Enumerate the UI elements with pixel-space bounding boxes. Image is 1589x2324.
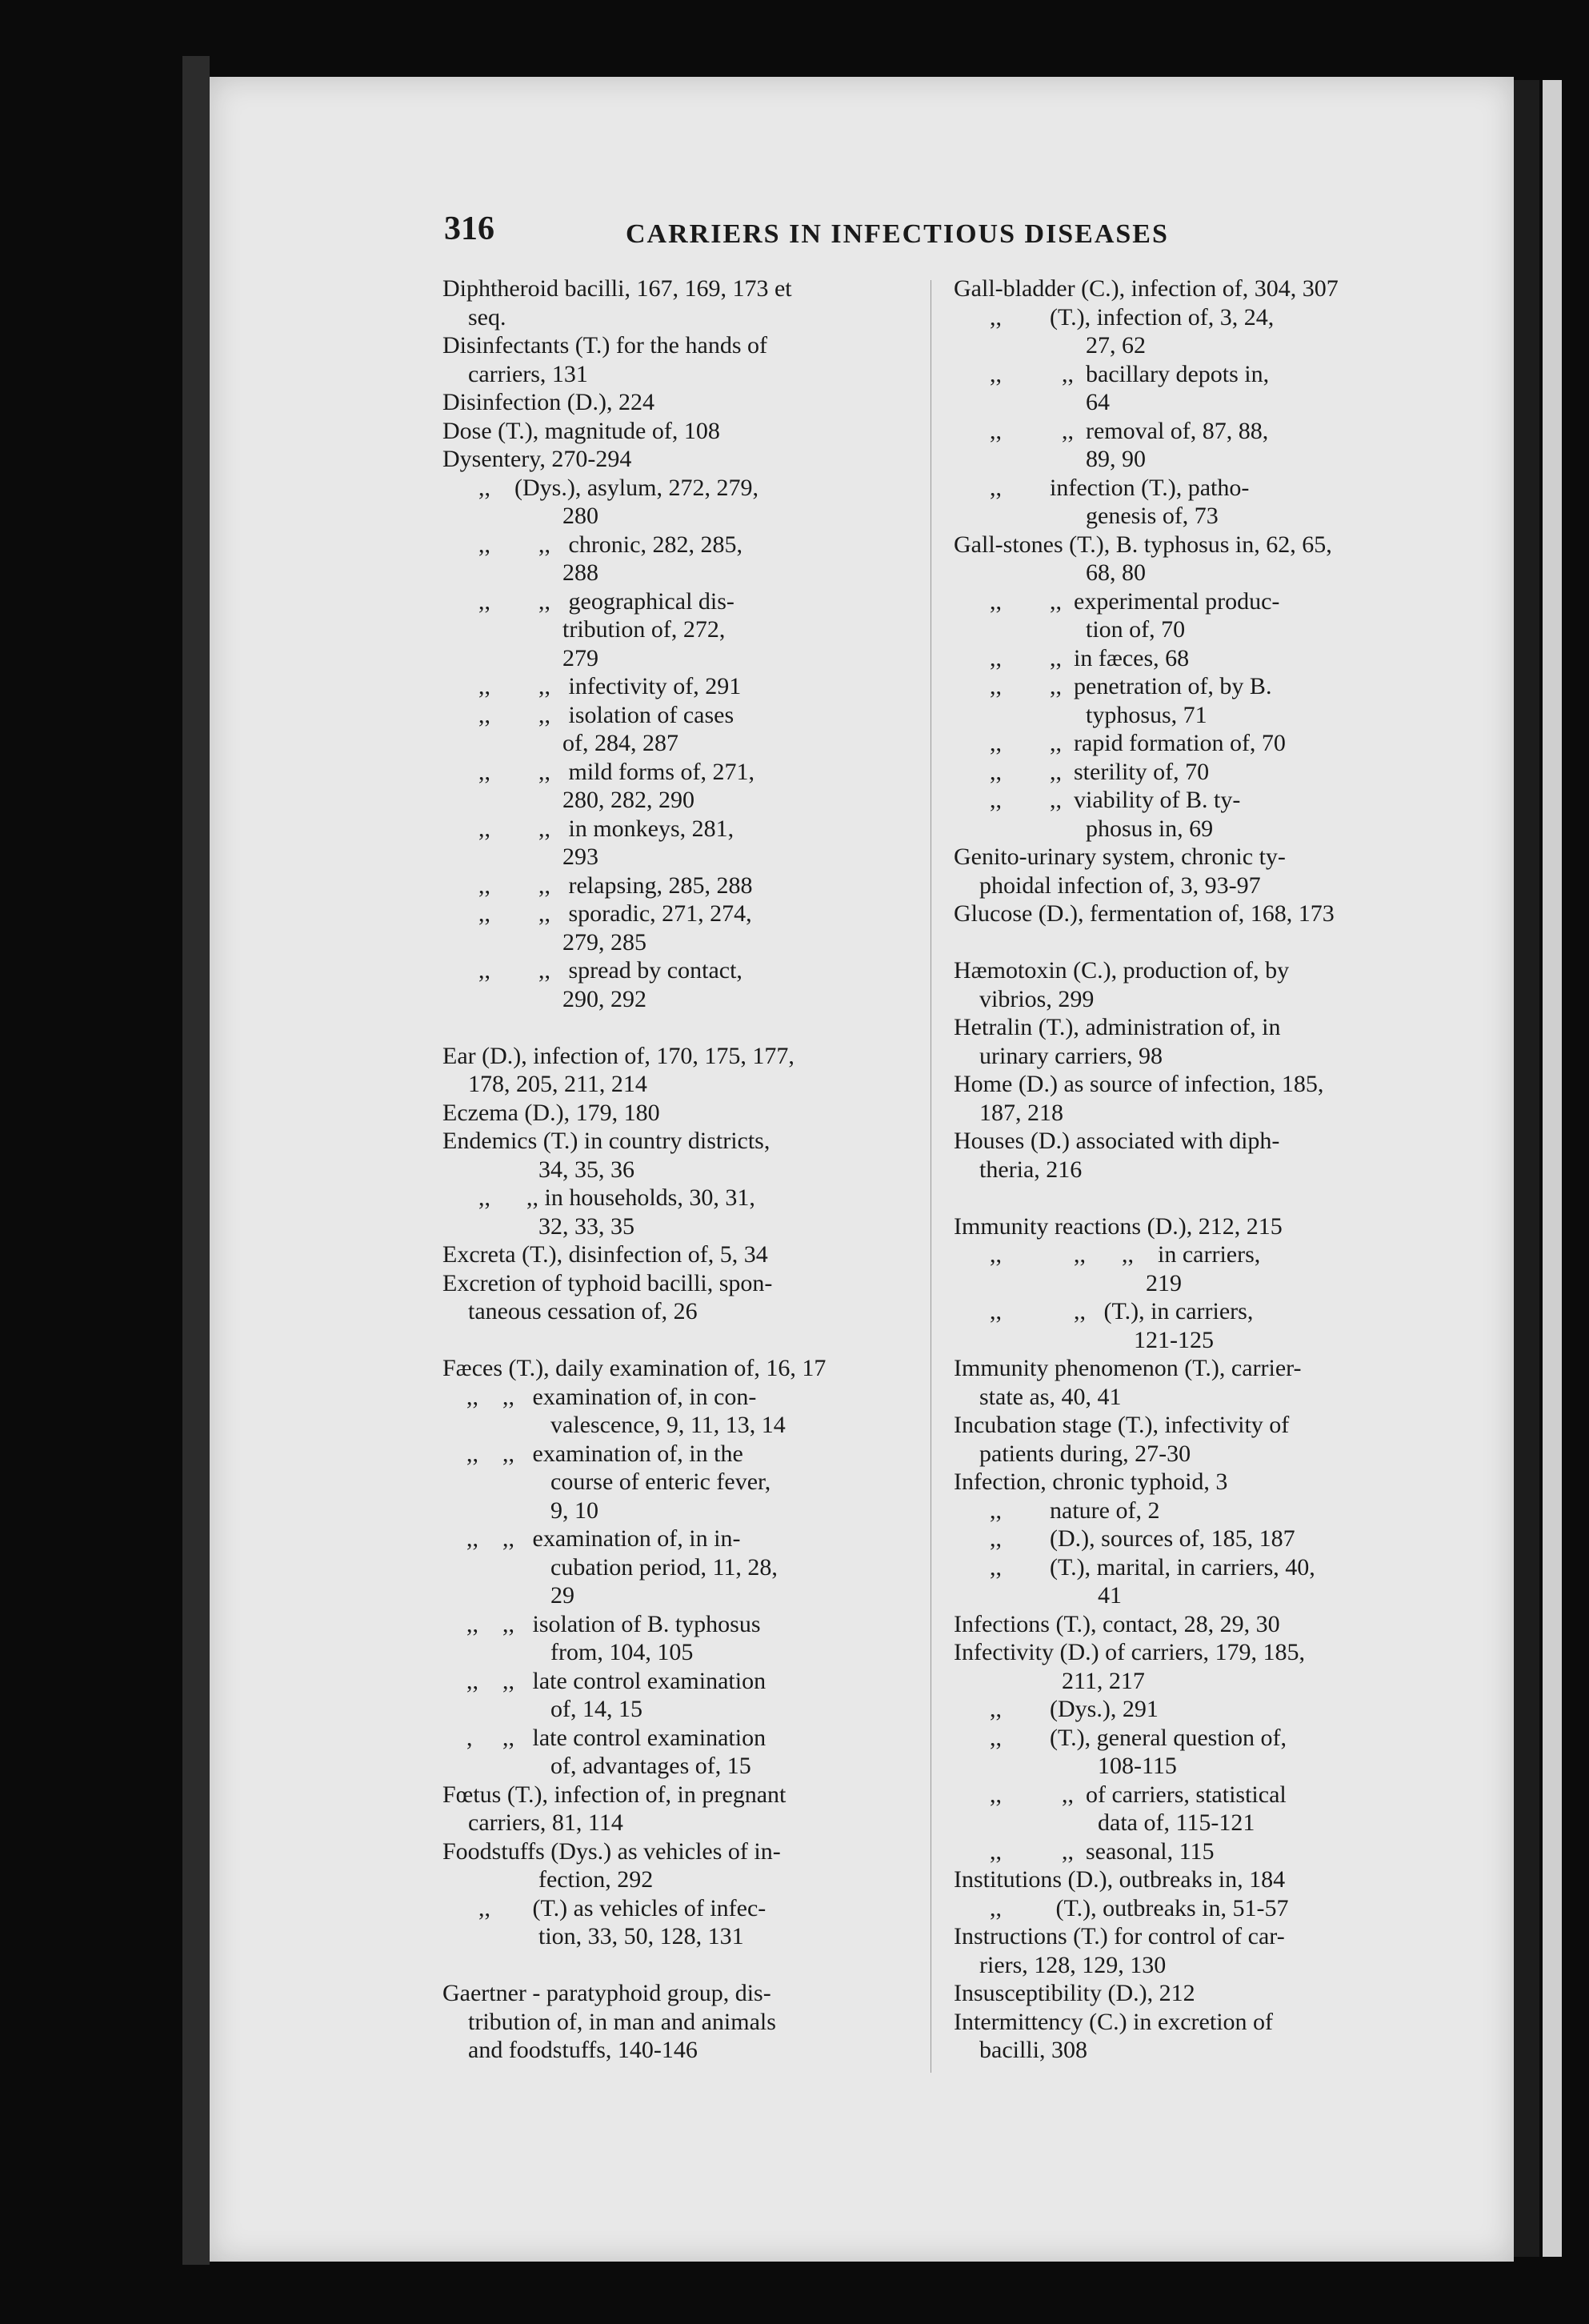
index-entry-line: 27, 62 bbox=[954, 332, 1146, 359]
index-entry-line: urinary carriers, 98 bbox=[979, 1042, 1163, 1069]
index-entry-line: ,, ,, sterility of, 70 bbox=[954, 758, 1210, 785]
index-entry-line: of, 284, 287 bbox=[442, 730, 678, 756]
next-page-edge bbox=[1543, 80, 1562, 2257]
index-entry-line: ,, ,, in monkeys, 281, bbox=[442, 815, 734, 842]
index-entry-line: tribution of, 272, bbox=[442, 616, 726, 643]
index-entry-line: 178, 205, 211, 214 bbox=[468, 1071, 647, 1097]
index-entry-line: Excreta (T.), disinfection of, 5, 34 bbox=[442, 1241, 768, 1268]
entry-spacer bbox=[442, 1013, 923, 1042]
index-entry-line: 187, 218 bbox=[979, 1099, 1063, 1126]
index-entry-line: ,, ,, isolation of B. typhosus bbox=[442, 1610, 761, 1637]
index-entry-line: ,, ,, of carriers, statistical bbox=[954, 1781, 1287, 1808]
index-entry-line: 29 bbox=[442, 1582, 574, 1609]
index-entry-line: Instructions (T.) for control of car- bbox=[954, 1923, 1285, 1949]
index-entry-line: Hetralin (T.), administration of, in bbox=[954, 1014, 1281, 1040]
index-entry-line: ,, ,, infectivity of, 291 bbox=[442, 673, 742, 699]
index-entry-line: ,, ,, experimental produc- bbox=[954, 587, 1280, 615]
index-entry-line: course of enteric fever, bbox=[442, 1469, 771, 1495]
index-entry-line: Gaertner - paratyphoid group, dis- bbox=[442, 1980, 771, 2006]
index-entry-line: Disinfection (D.), 224 bbox=[442, 389, 654, 415]
index-entry-line: Houses (D.) associated with diph- bbox=[954, 1128, 1280, 1154]
index-entry-line: Infection, chronic typhoid, 3 bbox=[954, 1469, 1228, 1495]
index-entry-line: and foodstuffs, 140-146 bbox=[468, 2037, 698, 2063]
index-entry-line: tribution of, in man and animals bbox=[468, 2008, 776, 2035]
index-entry-line: seq. bbox=[468, 303, 506, 331]
index-entry-line: 121-125 bbox=[954, 1326, 1214, 1353]
index-entry-line: Hæmotoxin (C.), production of, by bbox=[954, 957, 1290, 984]
index-entry-line: Insusceptibility (D.), 212 bbox=[954, 1980, 1195, 2006]
index-entry-line: 32, 33, 35 bbox=[442, 1212, 634, 1240]
index-entry-line: ,, ,, examination of, in con- bbox=[442, 1383, 757, 1410]
index-entry-line: 9, 10 bbox=[442, 1497, 598, 1524]
index-entry-line: carriers, 81, 114 bbox=[468, 1809, 623, 1836]
index-entry-line: typhosus, 71 bbox=[954, 701, 1207, 728]
index-entry-line: Gall-bladder (C.), infection of, 304, 307 bbox=[954, 275, 1339, 302]
entry-spacer bbox=[954, 1184, 1434, 1212]
index-entry-line: Home (D.) as source of infection, 185, bbox=[954, 1071, 1324, 1097]
index-entry-line: cubation period, 11, 28, bbox=[442, 1553, 778, 1581]
index-entry-line: ,, (Dys.), 291 bbox=[954, 1696, 1159, 1722]
index-entry-line: Foodstuffs (Dys.) as vehicles of in- bbox=[442, 1837, 781, 1865]
index-entry-line: 68, 80 bbox=[954, 559, 1146, 586]
index-entry-line: ,, ,, in fæces, 68 bbox=[954, 644, 1190, 671]
index-entry-line: ,, (T.), outbreaks in, 51-57 bbox=[954, 1894, 1289, 1921]
index-entry-line: phoidal infection of, 3, 93-97 bbox=[979, 872, 1261, 899]
index-entry-line: ,, ,, chronic, 282, 285, bbox=[442, 531, 742, 558]
index-column-left bbox=[442, 274, 923, 2065]
index-entry-line: of, advantages of, 15 bbox=[442, 1753, 751, 1779]
index-entry-line: theria, 216 bbox=[979, 1156, 1083, 1183]
index-entry-line: 290, 292 bbox=[442, 985, 646, 1012]
index-entry-line: ,, ,, ,, in carriers, bbox=[954, 1241, 1261, 1268]
index-entry-line: Infectivity (D.) of carriers, 179, 185, bbox=[954, 1639, 1306, 1665]
index-entry-line: Institutions (D.), outbreaks in, 184 bbox=[954, 1866, 1286, 1893]
index-entry-line: ,, (T.), marital, in carriers, 40, bbox=[954, 1553, 1315, 1581]
index-entry-line: ,, (T.) as vehicles of infec- bbox=[442, 1894, 766, 1921]
index-entry-line: 288 bbox=[442, 559, 598, 586]
index-entry-line: data of, 115-121 bbox=[954, 1809, 1255, 1836]
index-entry-line: Infections (T.), contact, 28, 29, 30 bbox=[954, 1610, 1280, 1637]
index-entry-line: Genito-urinary system, chronic ty- bbox=[954, 843, 1286, 870]
index-entry-line: ,, ,, in households, 30, 31, bbox=[442, 1184, 755, 1211]
index-entry-line: taneous cessation of, 26 bbox=[468, 1298, 698, 1324]
index-entry-line: tion, 33, 50, 128, 131 bbox=[442, 1923, 744, 1949]
index-entry-line: 279 bbox=[442, 644, 598, 671]
index-entry-line: ,, ,, relapsing, 285, 288 bbox=[442, 872, 753, 899]
index-entry-line: patients during, 27-30 bbox=[979, 1440, 1191, 1467]
index-entry-line: 34, 35, 36 bbox=[442, 1156, 634, 1183]
index-entry-line: Disinfectants (T.) for the hands of bbox=[442, 332, 767, 359]
index-entry-line: ,, ,, isolation of cases bbox=[442, 701, 734, 728]
index-entry-line: valescence, 9, 11, 13, 14 bbox=[442, 1412, 786, 1438]
index-entry-line: Immunity phenomenon (T.), carrier- bbox=[954, 1355, 1302, 1381]
index-entry-line: ,, (D.), sources of, 185, 187 bbox=[954, 1525, 1295, 1552]
index-entry-line: Excretion of typhoid bacilli, spon- bbox=[442, 1269, 773, 1296]
index-entry-line: ,, ,, examination of, in in- bbox=[442, 1525, 741, 1552]
index-entry-line: ,, ,, viability of B. ty- bbox=[954, 787, 1241, 813]
index-entry-line: Immunity reactions (D.), 212, 215 bbox=[954, 1212, 1283, 1240]
index-entry-line: ,, ,, removal of, 87, 88, bbox=[954, 417, 1269, 444]
index-entry-line: fection, 292 bbox=[442, 1866, 654, 1893]
index-entry-line: 280 bbox=[442, 503, 598, 529]
index-entry-line: of, 14, 15 bbox=[442, 1696, 642, 1722]
entry-spacer bbox=[442, 1326, 923, 1355]
index-entry-line: ,, ,, spread by contact, bbox=[442, 957, 742, 984]
index-entry-line: Dysentery, 270-294 bbox=[442, 446, 632, 472]
index-entry-line: ,, (T.), infection of, 3, 24, bbox=[954, 303, 1275, 331]
index-entry-line: Intermittency (C.) in excretion of bbox=[954, 2008, 1274, 2035]
running-title: CARRIERS IN INFECTIOUS DISEASES bbox=[626, 219, 1169, 249]
index-entry-line: ,, ,, sporadic, 271, 274, bbox=[442, 900, 752, 927]
index-entry-line: ,, ,, seasonal, 115 bbox=[954, 1837, 1215, 1865]
index-entry-line: 280, 282, 290 bbox=[442, 787, 694, 813]
index-entry-line: 89, 90 bbox=[954, 446, 1146, 472]
index-entry-line: ,, ,, geographical dis- bbox=[442, 587, 734, 615]
entry-spacer bbox=[442, 1951, 923, 1980]
index-entry-line: 219 bbox=[954, 1269, 1182, 1296]
index-entry-line: 41 bbox=[954, 1582, 1122, 1609]
index-entry-line: vibrios, 299 bbox=[979, 985, 1095, 1012]
index-entry-line: from, 104, 105 bbox=[442, 1639, 694, 1665]
index-entry-line: 293 bbox=[442, 843, 598, 870]
index-entry-line: genesis of, 73 bbox=[954, 503, 1219, 529]
index-entry-line: ,, ,, late control examination bbox=[442, 1667, 766, 1694]
index-entry-line: state as, 40, 41 bbox=[979, 1383, 1122, 1410]
index-entry-line: Eczema (D.), 179, 180 bbox=[442, 1099, 660, 1126]
index-entry-line: Diphtheroid bacilli, 167, 169, 173 et bbox=[442, 275, 792, 302]
index-entry-line: carriers, 131 bbox=[468, 360, 588, 387]
book-spine-left bbox=[182, 56, 210, 2265]
index-entry-line: ,, ,, bacillary depots in, bbox=[954, 360, 1270, 387]
book-edge-right bbox=[1514, 80, 1539, 2257]
index-entry-line: Dose (T.), magnitude of, 108 bbox=[442, 417, 720, 444]
index-entry-line: ,, ,, examination of, in the bbox=[442, 1440, 743, 1467]
index-entry-line: ,, (T.), general question of, bbox=[954, 1724, 1287, 1751]
index-column-right bbox=[954, 274, 1434, 2065]
index-entry-line: ,, ,, mild forms of, 271, bbox=[442, 758, 754, 785]
index-entry-line: ,, ,, penetration of, by B. bbox=[954, 673, 1272, 699]
index-entry-line: Endemics (T.) in country districts, bbox=[442, 1128, 770, 1154]
index-entry-line: Incubation stage (T.), infectivity of bbox=[954, 1412, 1290, 1438]
index-entry-line: riers, 128, 129, 130 bbox=[979, 1951, 1167, 1978]
index-entry-line: ,, nature of, 2 bbox=[954, 1497, 1160, 1524]
index-entry-line: tion of, 70 bbox=[954, 616, 1186, 643]
index-entry-line: Ear (D.), infection of, 170, 175, 177, bbox=[442, 1042, 794, 1069]
index-entry-line: 64 bbox=[954, 389, 1110, 415]
index-entry-line: ,, ,, (T.), in carriers, bbox=[954, 1298, 1254, 1324]
index-entry-line: , ,, late control examination bbox=[442, 1724, 766, 1751]
index-entry-line: ,, (Dys.), asylum, 272, 279, bbox=[442, 474, 758, 501]
index-entry-line: 211, 217 bbox=[954, 1667, 1145, 1694]
index-entry-line: Gall-stones (T.), B. typhosus in, 62, 65, bbox=[954, 531, 1332, 558]
index-entry-line: 279, 285 bbox=[442, 928, 646, 956]
index-entry-line: phosus in, 69 bbox=[954, 815, 1214, 842]
index-entry-line: ,, ,, rapid formation of, 70 bbox=[954, 730, 1286, 756]
entry-spacer bbox=[954, 928, 1434, 957]
index-entry-line: Glucose (D.), fermentation of, 168, 173 bbox=[954, 900, 1335, 927]
index-entry-line: bacilli, 308 bbox=[979, 2037, 1087, 2063]
page-number: 316 bbox=[444, 210, 494, 247]
index-entry-line: Fæces (T.), daily examination of, 16, 17 bbox=[442, 1355, 827, 1381]
index-entry-line: 108-115 bbox=[954, 1753, 1177, 1779]
index-entry-line: ,, infection (T.), patho- bbox=[954, 474, 1250, 501]
index-entry-line: Fœtus (T.), infection of, in pregnant bbox=[442, 1781, 786, 1808]
